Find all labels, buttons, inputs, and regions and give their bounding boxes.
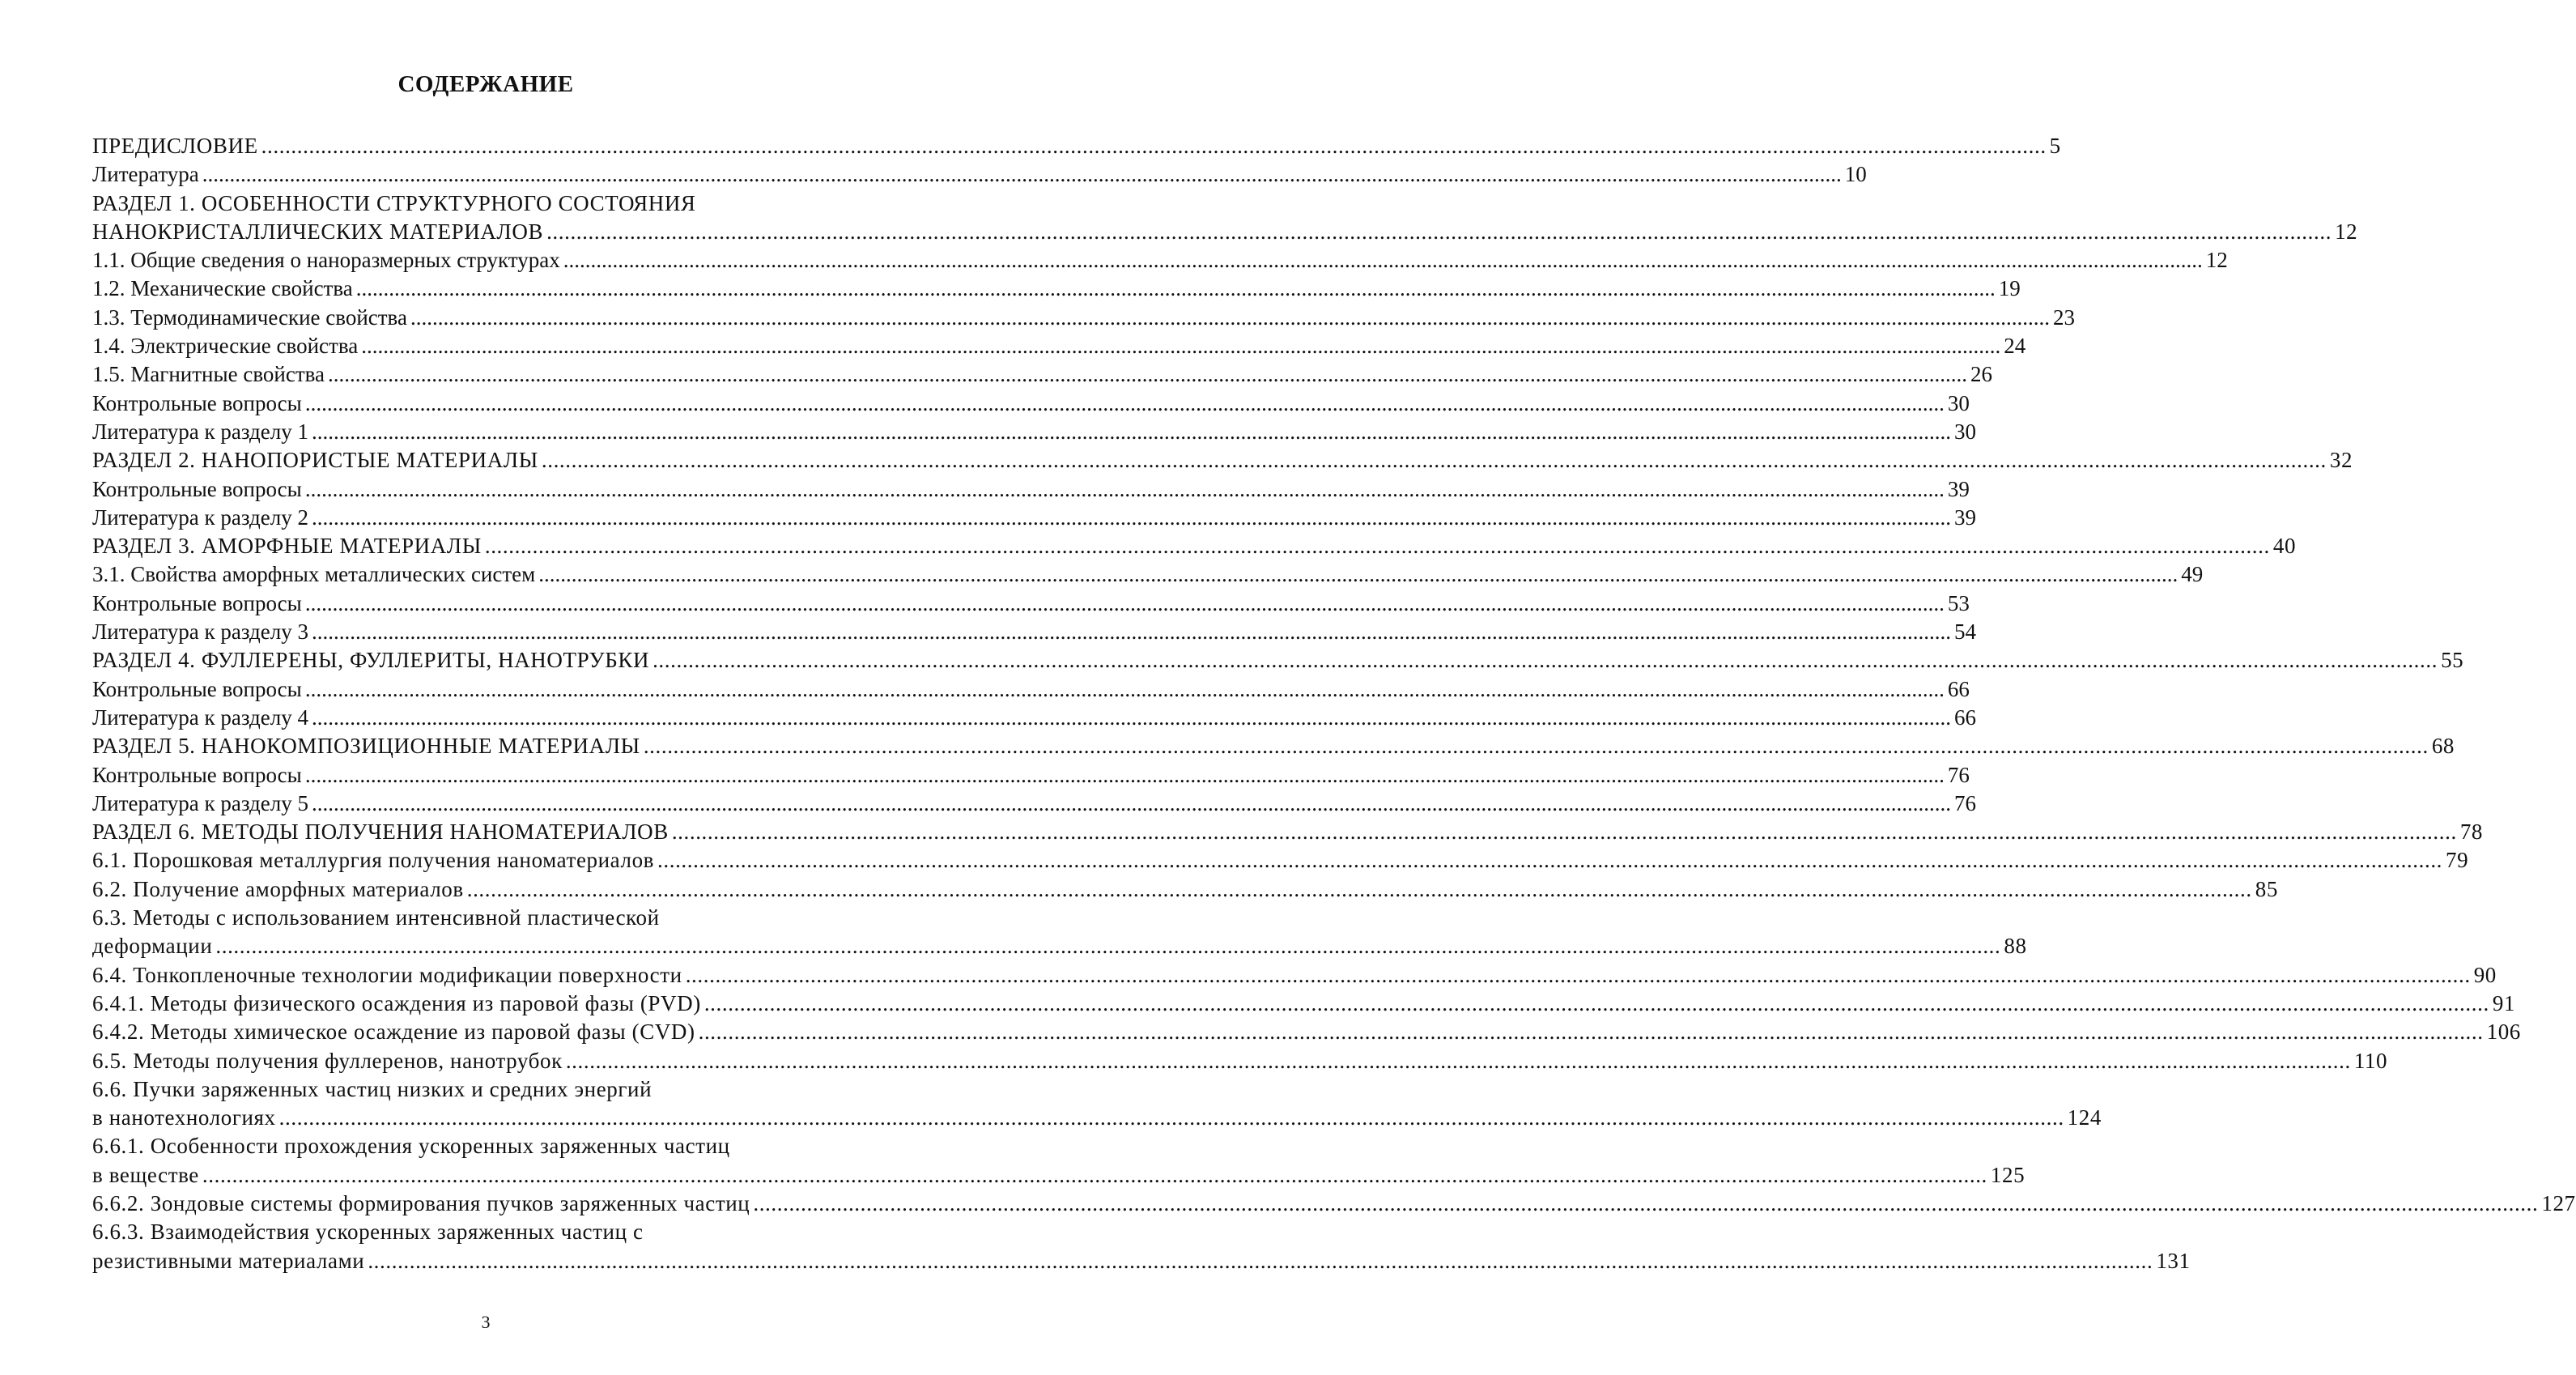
toc-entry-label: РАЗДЕЛ 4. ФУЛЛЕРЕНЫ, ФУЛЛЕРИТЫ, НАНОТРУБКИ — [92, 648, 650, 673]
toc-entry-page: 85 — [2255, 876, 2278, 901]
dot-leader: ............................................................................................................................................................................................................................................................................................................ — [215, 934, 2001, 959]
dot-leader: ............................................................................................................................................................................................................................................................................................................ — [657, 848, 2443, 873]
toc-entry-label: 6.4.2. Методы химическое осаждение из паровой фазы (CVD) — [92, 1020, 695, 1045]
toc-entry-page: 66 — [1947, 676, 1970, 701]
dot-leader: ............................................................................................................................................................................................................................................................................................................ — [698, 1020, 2484, 1045]
toc-entry-page: 78 — [2459, 819, 2484, 845]
dot-leader: ............................................................................................................................................................................................................................................................................................................ — [311, 619, 1951, 645]
toc-entry — [92, 1247, 2191, 1275]
toc-entry-page: 90 — [2473, 962, 2497, 987]
toc-entry-page: 10 — [1844, 162, 1867, 187]
toc-entry-label: Контрольные вопросы — [92, 762, 302, 787]
dot-leader: ............................................................................................................................................................................................................................................................................................................ — [304, 390, 1945, 415]
toc-entry-label: 6.6.3. Взаимодействия ускоренных заряженных частиц с — [92, 1220, 644, 1245]
toc-entry — [92, 990, 2516, 1018]
dot-leader: ............................................................................................................................................................................................................................................................................................................ — [484, 534, 2270, 559]
toc-entry-page: 12 — [2335, 219, 2358, 244]
toc-entry — [92, 532, 2297, 560]
toc-entry-label: 6.6. Пучки заряженных частиц низких и средних энергий — [92, 1076, 653, 1101]
toc-entry-page: 76 — [1953, 790, 1976, 815]
toc-entry-label: деформации — [92, 934, 213, 959]
toc-entry — [92, 932, 2027, 960]
toc-entry-label: Литература к разделу 1 — [92, 419, 308, 444]
toc-entry-label: Контрольные вопросы — [92, 676, 302, 701]
toc-entry-page: 88 — [2004, 934, 2027, 959]
toc-entry-label: 6.4. Тонкопленочные технологии модификации поверхности — [92, 962, 682, 987]
toc-entry-label: 6.3. Методы с использованием интенсивной пластической — [92, 905, 660, 930]
toc-entry-page: 54 — [1953, 619, 1976, 645]
toc-entry-page: 24 — [2004, 334, 2026, 359]
dot-leader: ............................................................................................................................................................................................................................................................................................................ — [355, 276, 1996, 301]
toc-entry-page: 53 — [1947, 590, 1970, 615]
dot-leader: ............................................................................................................................................................................................................................................................................................................ — [538, 562, 2179, 587]
dot-leader: ............................................................................................................................................................................................................................................................................................................ — [704, 990, 2489, 1015]
toc-entry-page: 124 — [2067, 1105, 2102, 1130]
toc-entry-label: 3.1. Свойства аморфных металлических систем — [92, 562, 536, 587]
dot-leader: ............................................................................................................................................................................................................................................................................................................ — [202, 1162, 1987, 1187]
toc-entry — [92, 790, 1976, 818]
page-title: СОДЕРЖАНИЕ — [397, 71, 574, 97]
toc-entry — [92, 1075, 882, 1104]
toc-entry-label: Литература к разделу 3 — [92, 619, 308, 645]
toc-entry-label: Литература — [92, 162, 199, 187]
dot-leader: ............................................................................................................................................................................................................................................................................................................ — [202, 162, 1842, 187]
toc-entry-page: 68 — [2431, 734, 2455, 759]
toc-entry — [92, 761, 1970, 790]
toc-entry-label: РАЗДЕЛ 2. НАНОПОРИСТЫЕ МАТЕРИАЛЫ — [92, 448, 538, 473]
toc-entry-page: 49 — [2181, 562, 2204, 587]
dot-leader: ............................................................................................................................................................................................................................................................................................................ — [311, 790, 1951, 815]
toc-entry-page: 32 — [2329, 448, 2353, 473]
toc-entry — [92, 1104, 2102, 1132]
toc-entry-label: резистивными материалами — [92, 1248, 365, 1273]
dot-leader: ............................................................................................................................................................................................................................................................................................................ — [368, 1248, 2153, 1273]
dot-leader: ............................................................................................................................................................................................................................................................................................................ — [328, 362, 1967, 387]
dot-leader: ............................................................................................................................................................................................................................................................................................................ — [753, 1190, 2539, 1215]
toc-entry — [92, 446, 2353, 475]
dot-leader: ............................................................................................................................................................................................................................................................................................................ — [466, 876, 2252, 901]
toc-entry-label: Литература к разделу 2 — [92, 504, 308, 530]
toc-entry-label: 1.1. Общие сведения о наноразмерных структурах — [92, 248, 560, 273]
dot-leader: ............................................................................................................................................................................................................................................................................................................ — [410, 304, 2050, 330]
toc-entry-page: 127 — [2541, 1190, 2576, 1215]
toc-entry — [92, 390, 1970, 418]
toc-entry — [92, 818, 2484, 846]
toc-entry — [92, 218, 2358, 246]
toc-entry — [92, 1161, 2026, 1190]
toc-entry — [92, 675, 1970, 704]
dot-leader: ............................................................................................................................................................................................................................................................................................................ — [546, 219, 2332, 244]
toc-entry — [92, 646, 2464, 675]
toc-entry — [92, 246, 2228, 275]
dot-leader: ............................................................................................................................................................................................................................................................................................................ — [653, 648, 2438, 673]
toc-entry-page: 131 — [2156, 1248, 2191, 1273]
toc-entry-label: 6.4.1. Методы физического осаждения из паровой фазы (PVD) — [92, 990, 701, 1015]
toc-entry — [92, 360, 1992, 389]
toc-entry-label: 1.2. Механические свойства — [92, 276, 353, 301]
toc-entry-label: НАНОКРИСТАЛЛИЧЕСКИХ МАТЕРИАЛОВ — [92, 219, 544, 244]
toc-entry — [92, 704, 1976, 732]
dot-leader: ............................................................................................................................................................................................................................................................................................................ — [311, 705, 1951, 730]
toc-entry-label: 6.6.2. Зондовые системы формирования пучков заряженных частиц — [92, 1190, 750, 1215]
toc-entry — [92, 304, 2075, 332]
toc-entry — [92, 332, 2026, 360]
toc-entry-page: 5 — [2049, 134, 2061, 158]
dot-leader: ............................................................................................................................................................................................................................................................................................................ — [541, 448, 2327, 473]
dot-leader: ............................................................................................................................................................................................................................................................................................................ — [304, 676, 1945, 701]
toc-entry — [92, 590, 1970, 618]
dot-leader: ............................................................................................................................................................................................................................................................................................................ — [643, 734, 2429, 759]
toc-entry-page: 76 — [1947, 762, 1970, 787]
dot-leader: ............................................................................................................................................................................................................................................................................................................ — [278, 1105, 2064, 1130]
toc-entry-page: 30 — [1953, 419, 1976, 444]
toc-entry — [92, 1047, 2388, 1075]
toc-entry — [92, 961, 2497, 990]
toc-entry-label: РАЗДЕЛ 5. НАНОКОМПОЗИЦИОННЫЕ МАТЕРИАЛЫ — [92, 734, 640, 759]
dot-leader: ............................................................................................................................................................................................................................................................................................................ — [671, 819, 2457, 845]
toc-entry-page: 66 — [1953, 705, 1976, 730]
dot-leader: ............................................................................................................................................................................................................................................................................................................ — [685, 962, 2471, 987]
toc-entry-page: 106 — [2486, 1020, 2521, 1045]
toc-entry — [92, 275, 2021, 303]
toc-entry — [92, 904, 882, 932]
toc-entry-page: 19 — [1998, 276, 2021, 301]
toc-entry — [92, 160, 1867, 189]
toc-entry-page: 55 — [2441, 648, 2464, 673]
toc-entry — [92, 618, 1976, 646]
toc-entry-page: 39 — [1953, 504, 1976, 530]
toc-entry-label: РАЗДЕЛ 3. АМОРФНЫЕ МАТЕРИАЛЫ — [92, 534, 482, 559]
toc-entry — [92, 560, 2204, 589]
toc-entry — [92, 732, 2455, 760]
toc-entry-page: 91 — [2492, 990, 2516, 1015]
toc-entry-page: 125 — [1990, 1162, 2026, 1187]
toc-entry-label: Литература к разделу 4 — [92, 705, 308, 730]
toc-entry-page: 79 — [2446, 848, 2469, 873]
toc-entry-label: 1.5. Магнитные свойства — [92, 362, 325, 387]
dot-leader: ............................................................................................................................................................................................................................................................................................................ — [304, 590, 1945, 615]
dot-leader: ............................................................................................................................................................................................................................................................................................................ — [304, 762, 1945, 787]
dot-leader: ............................................................................................................................................................................................................................................................................................................ — [311, 419, 1951, 444]
toc-entry-label: РАЗДЕЛ 6. МЕТОДЫ ПОЛУЧЕНИЯ НАНОМАТЕРИАЛОВ — [92, 819, 669, 845]
toc-entry-label: в веществе — [92, 1162, 199, 1187]
toc-entry-page: 12 — [2205, 248, 2228, 273]
toc-entry-label: Контрольные вопросы — [92, 390, 302, 415]
toc-entry-label: Литература к разделу 5 — [92, 790, 308, 815]
toc-entry-label: 6.5. Методы получения фуллеренов, нанотрубок — [92, 1048, 563, 1073]
dot-leader: ............................................................................................................................................................................................................................................................................................................ — [311, 504, 1951, 530]
page-number: 3 — [481, 1312, 491, 1332]
toc-entry-label: в нанотехнологиях — [92, 1105, 276, 1130]
toc-entry-page: 26 — [1970, 362, 1992, 387]
dot-leader: ............................................................................................................................................................................................................................................................................................................ — [361, 334, 2001, 359]
toc-entry — [92, 475, 1970, 504]
toc-entry — [92, 875, 2278, 904]
dot-leader: ............................................................................................................................................................................................................................................................................................................ — [563, 248, 2203, 273]
toc-entry — [92, 189, 882, 218]
toc-entry-page: 40 — [2272, 534, 2297, 559]
dot-leader: ............................................................................................................................................................................................................................................................................................................ — [261, 134, 2047, 158]
toc-entry-label: Контрольные вопросы — [92, 476, 302, 501]
toc-entry — [92, 504, 1976, 532]
toc-entry-label: 6.1. Порошковая металлургия получения наноматериалов — [92, 848, 655, 873]
toc-entry-page: 30 — [1947, 390, 1970, 415]
toc-entry — [92, 1132, 882, 1160]
dot-leader: ............................................................................................................................................................................................................................................................................................................ — [565, 1048, 2351, 1073]
toc-entry-label: Контрольные вопросы — [92, 590, 302, 615]
dot-leader: ............................................................................................................................................................................................................................................................................................................ — [304, 476, 1945, 501]
toc-entry — [92, 418, 1976, 446]
toc-entry-label: 6.6.1. Особенности прохождения ускоренных заряженных частиц — [92, 1134, 730, 1159]
toc-entry-page: 39 — [1947, 476, 1970, 501]
toc-entry — [92, 1018, 2521, 1046]
toc-entry-label: 1.3. Термодинамические свойства — [92, 304, 407, 330]
table-of-contents — [92, 132, 2576, 1275]
toc-entry-label: РАЗДЕЛ 1. ОСОБЕННОСТИ СТРУКТУРНОГО СОСТОЯНИЯ — [92, 190, 696, 215]
toc-entry-label: 1.4. Электрические свойства — [92, 334, 359, 359]
toc-entry — [92, 1190, 2576, 1218]
toc-entry — [92, 132, 2061, 160]
toc-entry-label: ПРЕДИСЛОВИЕ — [92, 134, 258, 158]
toc-entry-page: 23 — [2052, 304, 2075, 330]
toc-entry — [92, 1218, 882, 1246]
toc-entry-label: 6.2. Получение аморфных материалов — [92, 876, 464, 901]
toc-entry-page: 110 — [2353, 1048, 2388, 1073]
toc-entry — [92, 846, 2469, 875]
